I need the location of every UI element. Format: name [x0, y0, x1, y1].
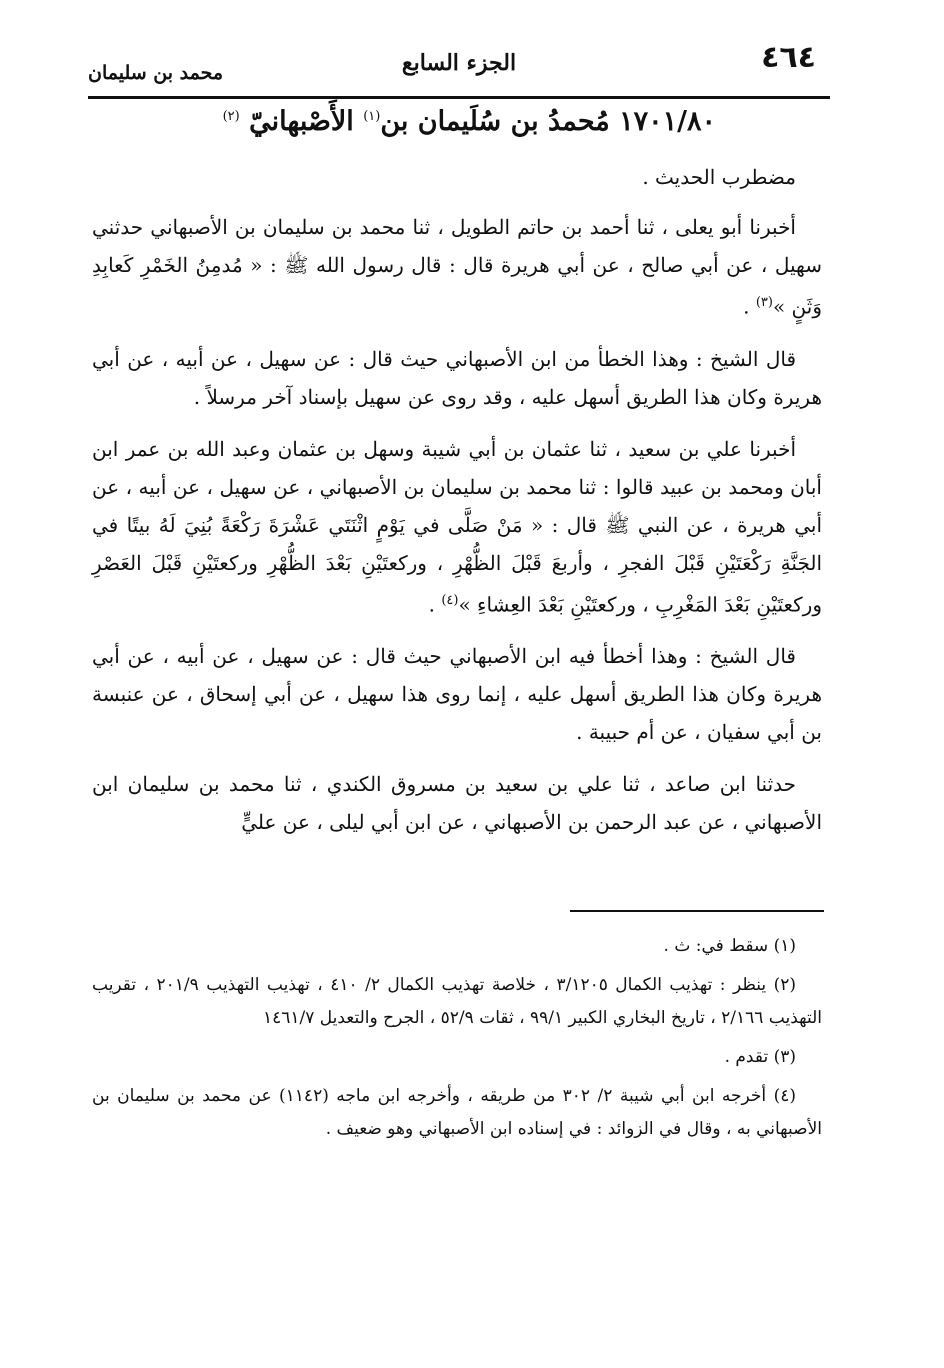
- paragraph-5: قال الشيخ : وهذا أخطأ فيه ابن الأصبهاني حيث قال : عن سهيل ، عن أبيه ، عن أبي هريرة وكان هذا الطريق أسهل عليه ، إنما روى هذا سهيل ، عن أبي إسحاق ، عن عنبسة بن أبي سفيان ، عن أم حبيبة .: [92, 644, 822, 745]
- paragraph-6: حدثنا ابن صاعد ، ثنا علي بن سعيد بن مسروق الكندي ، ثنا محمد بن سليمان ابن الأصبهاني ، عن عبد الرحمن بن الأصبهاني ، عن ابن أبي ليلى ، عن عليٍّ: [92, 772, 822, 835]
- running-head: محمد بن سليمان: [88, 62, 224, 84]
- footnote-4: (٤) أخرجه ابن أبي شيبة ٢/ ٣٠٢ من طريقه ، وأخرجه ابن ماجه (١١٤٢) عن محمد بن سليمان بن الأصبهاني به ، وقال في الزوائد : في إسناده ابن الأصبهاني وهو ضعيف .: [92, 1086, 822, 1139]
- footnote-rule: [570, 910, 824, 912]
- paragraph-2-end: .: [743, 294, 756, 319]
- volume-title: الجزء السابع: [401, 50, 517, 76]
- paragraph-2: [92, 208, 822, 326]
- entry-title-note-1: (١): [363, 109, 381, 124]
- page-header: [88, 40, 830, 94]
- entry-title: [150, 106, 716, 137]
- paragraph-4-note: (٤): [441, 592, 459, 608]
- entry-title-text: ١٧٠١/٨٠ مُحمدُ بن سُلَيمان بن: [380, 106, 716, 137]
- paragraph-4-end: .: [428, 592, 442, 617]
- paragraph-4: [92, 430, 822, 624]
- page-number: ٤٦٤: [761, 40, 816, 75]
- paragraph-2-text: أخبرنا أبو يعلى ، ثنا أحمد بن حاتم الطويل ، ثنا محمد بن سليمان بن الأصبهاني حدثني سهيل ، عن أبي صالح ، عن أبي هريرة قال : قال رسول الله ﷺ : « مُدمِنُ الخَمْرِ كَعابِدِ وَثَنٍ »: [92, 215, 822, 319]
- paragraph-1: مضطرب الحديث .: [642, 165, 796, 189]
- paragraph-4-text: أخبرنا علي بن سعيد ، ثنا عثمان بن أبي شيبة وسهل بن عثمان وعبد الله بن عمر ابن أبان ومحمد بن عبيد قالوا : ثنا محمد بن سليمان بن الأصبهاني ، عن سهيل ، عن أبيه ، عن أبي هريرة ، عن النبي ﷺ قال : « مَنْ صَلَّى في يَوْمٍ اثْنَتَي عَشْرَةَ رَكْعَةً بُنِيَ لَهُ بيتًا في الجَنَّةِ رَكْعَتَيْنِ قَبْلَ الفجرِ ، وأربعَ قَبْلَ الظُّهْرِ ، وركعتَيْنِ بَعْدَ الظُّهْرِ وركعتَيْنِ قَبْلَ العَصْرِ وركعتَيْنِ بَعْدَ المَغْرِبِ ، وركعتَيْنِ بَعْدَ العِشاءِ »: [92, 436, 822, 617]
- entry-title-tail: الأَصْبهانيّ: [249, 106, 364, 137]
- paragraph-2-note: (٣): [755, 295, 773, 310]
- footnote-3: (٣) تقدم .: [724, 1047, 796, 1067]
- header-rule: [88, 96, 830, 99]
- footnote-2: (٢) ينظر : تهذيب الكمال ٣/١٢٠٥ ، خلاصة تهذيب الكمال ٢/ ٤١٠ ، تهذيب التهذيب ٢٠١/٩ ، تقريب التهذيب ٢/١٦٦ ، تاريخ البخاري الكبير ٩٩/١ ، ثقات ٥٢/٩ ، الجرح والتعديل ١٤٦١/٧: [92, 975, 822, 1028]
- footnote-1: (١) سقط في: ث .: [663, 936, 796, 956]
- paragraph-3: قال الشيخ : وهذا الخطأ من ابن الأصبهاني حيث قال : عن سهيل ، عن أبيه ، عن أبي هريرة وكان هذا الطريق أسهل عليه ، وقد روى عن سهيل بإسناد آخر مرسلاً .: [92, 346, 822, 409]
- body-text: [92, 158, 822, 855]
- footnotes: [92, 930, 822, 1152]
- entry-title-note-2: (٢): [222, 109, 240, 124]
